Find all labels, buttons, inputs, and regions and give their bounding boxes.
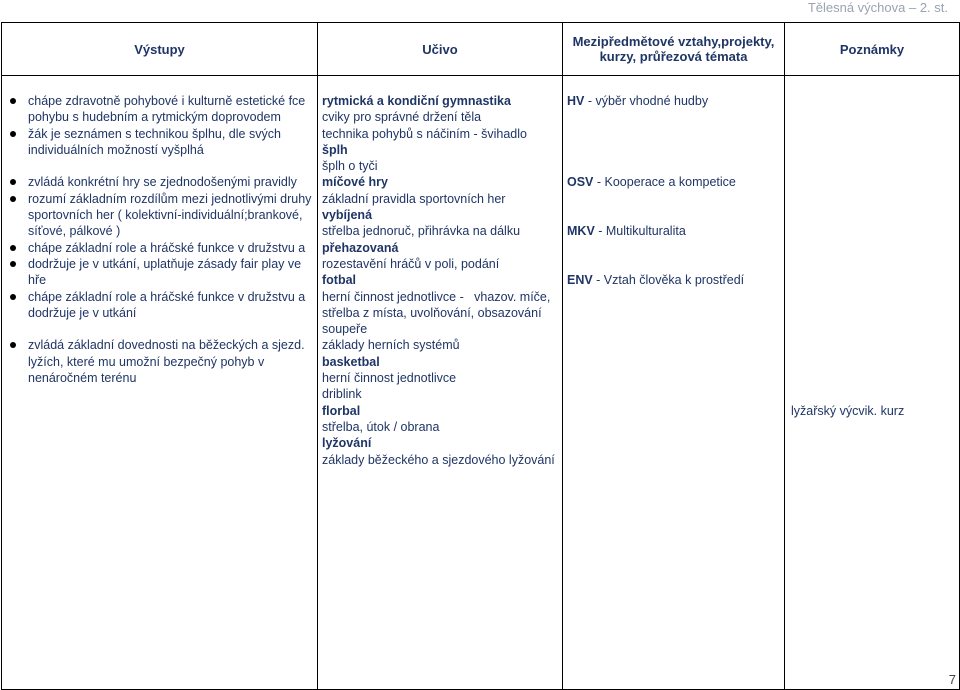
running-head: Tělesná výchova – 2. st. <box>807 0 948 15</box>
outcome-line: nenáročném terénu <box>28 371 137 386</box>
notes-gap <box>791 305 955 321</box>
curriculum-cell <box>318 76 563 690</box>
cross-curricular-code: MKV <box>567 224 595 239</box>
curriculum-item: soupeře <box>322 322 368 337</box>
cross-gap <box>567 158 780 174</box>
outcome-line: individuálních možností vyšplhá <box>28 142 204 157</box>
cross-curricular-item <box>567 223 780 239</box>
curriculum-topic: lyžování <box>322 436 372 451</box>
cross-gap <box>567 191 780 207</box>
notes-gap <box>791 289 955 305</box>
curriculum-table <box>1 22 960 690</box>
outcome-gap <box>6 158 313 174</box>
outcomes-cell <box>2 76 318 690</box>
cross-curricular-code: ENV <box>567 273 593 288</box>
header-notes: Poznámky <box>785 23 960 76</box>
notes-gap <box>791 256 955 272</box>
notes-gap <box>791 386 955 402</box>
notes-gap <box>791 337 955 353</box>
outcome-gap <box>6 321 313 337</box>
header-cross-curricular: Mezipředmětové vztahy,projekty, kurzy, průřezová témata <box>563 23 785 76</box>
cross-curricular-text: - výběr vhodné hudby <box>584 94 709 108</box>
table-header-row <box>2 23 960 76</box>
cross-curricular-item <box>567 272 780 288</box>
outcome-line: sportovních her ( kolektivní-individuální;brankové, <box>28 208 303 223</box>
header-outcomes: Výstupy <box>2 23 318 76</box>
notes-cell <box>785 76 960 690</box>
curriculum-item: střelba, útok / obrana <box>322 419 440 434</box>
outcome-line: lyžích, které mu umožní bezpečný pohyb v <box>28 354 265 369</box>
curriculum-list <box>322 93 558 468</box>
cross-gap <box>567 142 780 158</box>
outcome-line: zvládá základní dovednosti na běžeckých a sjezd. <box>6 337 313 353</box>
curriculum-item: technika pohybů s náčiním - švihadlo <box>322 126 527 141</box>
header-curriculum: Učivo <box>318 23 563 76</box>
notes-gap <box>791 207 955 223</box>
note-ski-course: lyžařský výcvik. kurz <box>791 403 905 418</box>
outcome-line: žák je seznámen s technikou šplhu, dle svých <box>6 126 313 142</box>
outcome-line: pohybu s hudebním a rytmickým doprovodem <box>28 110 281 125</box>
page-number: 7 <box>948 672 956 687</box>
cross-gap <box>567 240 780 256</box>
notes-gap <box>791 126 955 142</box>
notes-gap <box>791 93 955 109</box>
notes-gap <box>791 370 955 386</box>
notes-gap <box>791 109 955 125</box>
outcomes-list <box>6 93 313 386</box>
curriculum-item: střelba z místa, uvolňování, obsazování <box>322 305 542 320</box>
cross-curricular-text: - Multikulturalita <box>594 224 686 239</box>
curriculum-item: základy běžeckého a sjezdového lyžování <box>322 452 555 467</box>
curriculum-topic: vybíjená <box>322 208 373 223</box>
cross-curricular-text: - Vztah člověka k prostředí <box>592 273 745 288</box>
notes-gap <box>791 240 955 256</box>
cross-curricular-text: - Kooperace a kompetice <box>593 175 736 190</box>
curriculum-topic: přehazovaná <box>322 240 399 255</box>
outcome-line: chápe základní role a hráčské funkce v družstvu a <box>6 240 313 256</box>
outcome-line: rozumí základním rozdílům mezi jednotlivými druhy <box>6 191 313 207</box>
cross-curricular-item <box>567 174 780 190</box>
curriculum-topic: fotbal <box>322 273 357 288</box>
outcome-line: dodržuje je v utkání, uplatňuje zásady fair play ve hře <box>6 256 313 289</box>
notes-gap <box>791 223 955 239</box>
curriculum-item: základní pravidla sportovních her <box>322 191 506 206</box>
curriculum-item: základy herních systémů <box>322 338 460 353</box>
cross-gap <box>567 256 780 272</box>
curriculum-topic: florbal <box>322 403 361 418</box>
outcome-line: zvládá konkrétní hry se zjednodošenými pravidly <box>6 174 313 190</box>
curriculum-topic: rytmická a kondiční gymnastika <box>322 94 511 108</box>
curriculum-topic: míčové hry <box>322 175 389 190</box>
outcome-line: chápe zdravotně pohybové i kulturně estetické fce <box>6 93 313 109</box>
curriculum-topic: šplh <box>322 142 348 157</box>
notes-gap <box>791 142 955 158</box>
curriculum-item: herní činnost jednotlivce - vhazov. míče, <box>322 289 551 304</box>
notes-gap <box>791 191 955 207</box>
curriculum-topic: basketbal <box>322 354 380 369</box>
notes-gap <box>791 272 955 288</box>
notes-spacer <box>791 93 955 403</box>
curriculum-item: rozestavění hráčů v poli, podání <box>322 256 500 271</box>
cross-curricular-code: HV <box>567 94 585 108</box>
cross-gap <box>567 109 780 125</box>
notes-gap <box>791 354 955 370</box>
cross-curricular-item <box>567 93 780 109</box>
curriculum-item: šplh o tyči <box>322 159 378 174</box>
notes-gap <box>791 158 955 174</box>
notes-gap <box>791 174 955 190</box>
curriculum-item: driblink <box>322 387 362 402</box>
cross-gap <box>567 126 780 142</box>
notes-gap <box>791 321 955 337</box>
outcome-line: dodržuje je v utkání <box>28 305 137 320</box>
outcome-line: chápe základní role a hráčské funkce v družstvu a <box>6 289 313 305</box>
cross-curricular-cell <box>563 76 785 690</box>
outcome-line: síťové, pálkové ) <box>28 224 121 239</box>
curriculum-item: střelba jednoruč, přihrávka na dálku <box>322 224 521 239</box>
curriculum-item: herní činnost jednotlivce <box>322 371 457 386</box>
cross-curricular-list <box>567 93 780 289</box>
cross-gap <box>567 207 780 223</box>
curriculum-item: cviky pro správné držení těla <box>322 110 482 125</box>
table-row <box>2 76 960 690</box>
cross-curricular-code: OSV <box>567 175 594 190</box>
